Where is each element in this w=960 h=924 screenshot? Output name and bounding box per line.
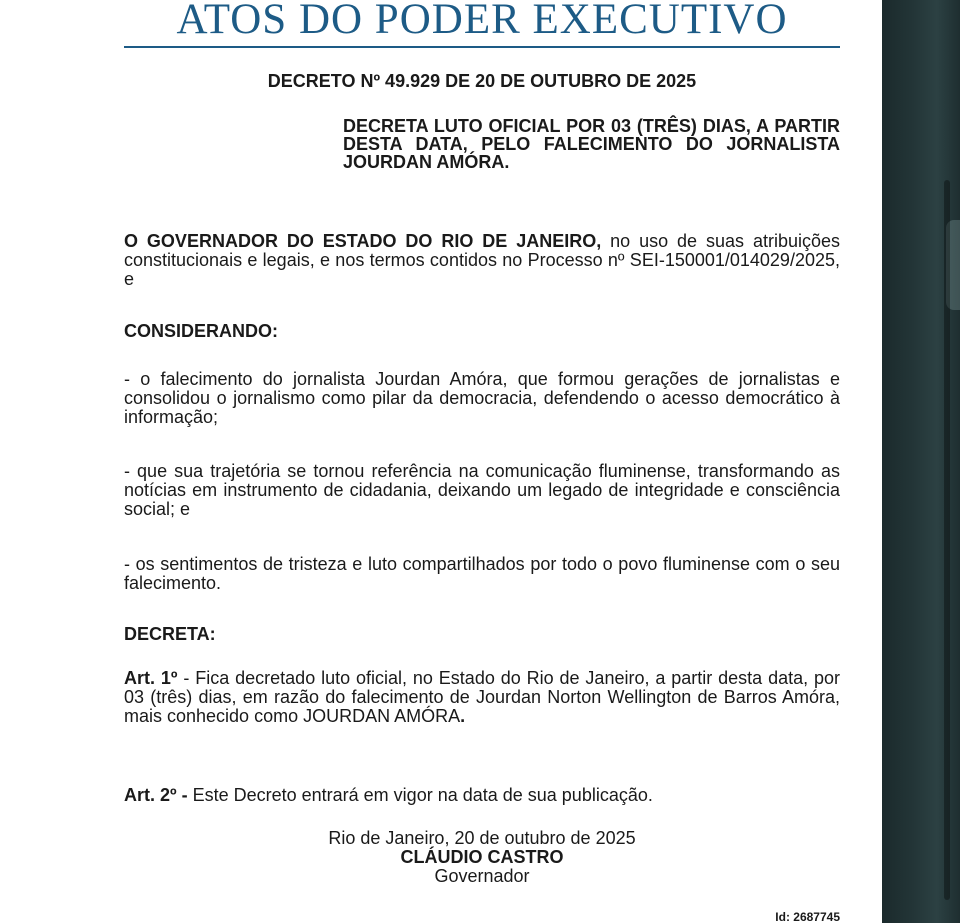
- article-1-label: Art. 1º: [124, 668, 178, 688]
- signature-role: Governador: [434, 866, 530, 886]
- document-id: Id: 2687745: [775, 910, 840, 924]
- considerando-item-1: - o falecimento do jornalista Jourdan Amóra, que formou gerações de jornalistas e consolidou o jornalismo como pilar da democracia, defendendo o acesso democrático à informação;: [124, 369, 840, 427]
- signature-place-date: Rio de Janeiro, 20 de outubro de 2025: [328, 828, 636, 848]
- decree-title: DECRETO Nº 49.929 DE 20 DE OUTUBRO DE 2025: [267, 71, 697, 91]
- signature-block: [124, 829, 840, 886]
- article-2-text: Este Decreto entrará em vigor na data de sua publicação.: [187, 785, 653, 805]
- masthead-title: ATOS DO PODER EXECUTIVO: [176, 0, 788, 43]
- preamble-text: no uso de suas atribuições constitucionais e legais, e nos termos contidos no Processo nº SEI-150001/014029/2025, e: [124, 231, 840, 289]
- article-1-end: .: [460, 706, 466, 726]
- side-panel: [882, 0, 960, 923]
- considerando-item-3: - os sentimentos de tristeza e luto compartilhados por todo o povo fluminense com o seu falecimento.: [124, 554, 840, 593]
- considerando-heading: CONSIDERANDO:: [124, 321, 279, 341]
- article-2-label: Art. 2º -: [124, 785, 188, 805]
- article-2: [124, 786, 840, 805]
- preamble-authority: O GOVERNADOR DO ESTADO DO RIO DE JANEIRO,: [124, 231, 602, 251]
- scrollbar[interactable]: [944, 180, 950, 900]
- preamble: [124, 232, 840, 289]
- considerando-item-2: - que sua trajetória se tornou referência na comunicação fluminense, transformando as notícias em instrumento de cidadania, deixando um legado de integridade e consciência social; e: [124, 461, 840, 519]
- decree-summary: DECRETA LUTO OFICIAL POR 03 (TRÊS) DIAS, A PARTIR DESTA DATA, PELO FALECIMENTO DO JORNALISTA JOURDAN AMÓRA.: [343, 116, 840, 172]
- signature-name: CLÁUDIO CASTRO: [400, 847, 564, 867]
- article-1-text: - Fica decretado luto oficial, no Estado do Rio de Janeiro, a partir desta data, por 03 (três) dias, em razão do falecimento de Jourdan Norton Wellington de Barros Amóra, mais conhecido como JOURDAN AMÓRA: [124, 668, 841, 726]
- article-1: [124, 669, 840, 726]
- decreta-heading: DECRETA:: [124, 624, 216, 644]
- masthead: [124, 0, 840, 48]
